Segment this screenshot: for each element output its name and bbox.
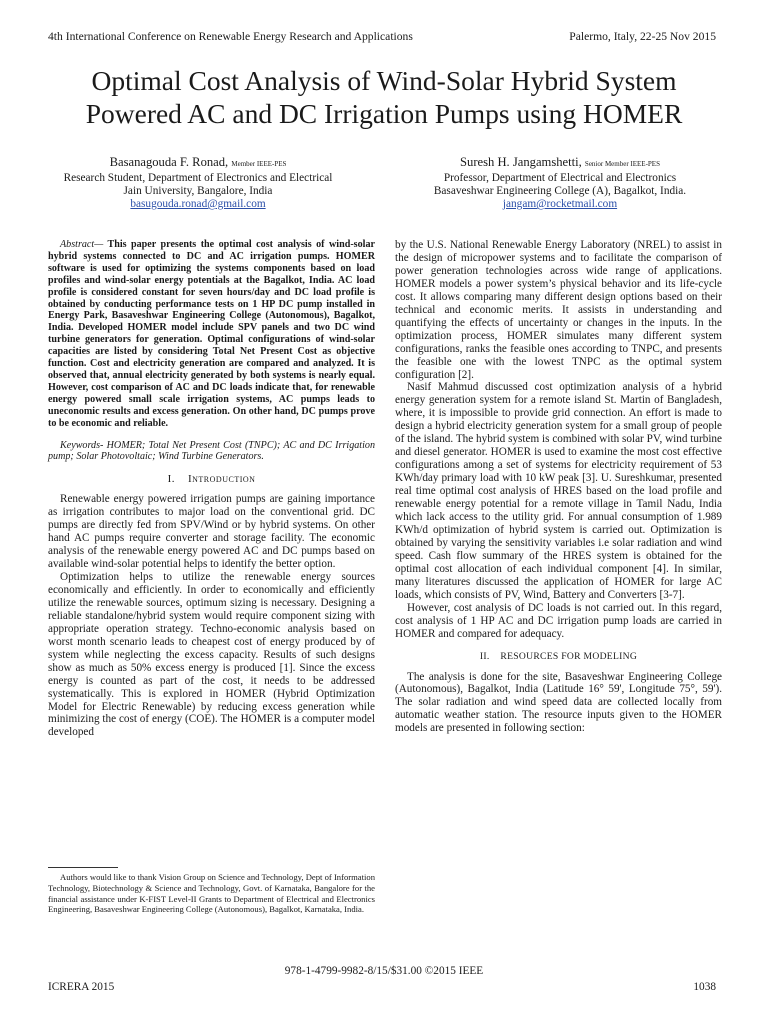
section-title: RESOURCES FOR MODELING [500, 650, 638, 662]
section-number: I. [167, 473, 175, 486]
author-membership: Senior Member IEEE-PES [584, 160, 660, 168]
right-column [395, 239, 722, 735]
author-affiliation-line: Basaveshwar Engineering College (A), Bagalkot, India. [433, 185, 687, 197]
author-affiliation-line: Professor, Department of Electrical and Electronics [443, 172, 677, 184]
copyright-line: 978-1-4799-9982-8/15/$31.00 ©2015 IEEE [284, 965, 484, 977]
author-block-1 [33, 154, 363, 211]
abstract-text: This paper presents the optimal cost analysis of wind-solar hybrid systems connected to DC and AC irrigation pumps. HOMER software is used for optimizing the systems components based on load profiles and wind-solar energy potentials at the Bagalkot, India. AC load profile is considered constant for seven hours/day and DC load profile is obtained by conducting performance tests on 1 HP DC pump installed in Energy Park, Basaveshwar Engineering College (Autonomous), Bagalkot, India. Developed HOMER model include SPV panels and two DC wind turbine generators for generation. Optimal configurations of wind-solar capacities are listed by considering Total Net Present Cost as objective function. Cost and electricity generation are compared and analyzed. It is observed that, annual electricity generated by both systems is nearly equal. However, cost comparison of AC and DC loads indicate that, for renewable energy powered small scale irrigation systems, AC pumps leads to uneconomic results and excess generation. On other hand, DC pumps prove to be economic and reliable. [48, 239, 375, 429]
body-paragraph: Nasif Mahmud discussed cost optimization analysis of a hybrid energy generation system for a remote island St. Martin of Bangladesh, where, it is impossible to provide grid connection. An effort is made to design a hybrid electricity generation system for a small group of people of the island. The hybrid system is combined with solar PV, wind turbine and diesel generator. HOMER is used to examine the most cost effective configurations among a set of systems for electricity requirement of 53 KWh/day primary load with 10 kW peak [3]. U. Sureshkumar, presented real time optimal cost analysis of HRES based on the load profile and renewable energy potential for a remote village in Tamil Nadu, India which lack access to the utility grid. For annual consumption of 1.989 KWh/d optimization of hybrid system is carried out. Optimization is obtained by varying the sensitivity variables i.e solar radiation and wind speed. Cash flow summary of the HRES system is obtained for the optimal cost allocation of each individual component [4]. In similar, many literatures discussed the application of HOMER for large AC loads, which consists of PV, Wind, Battery and Converters [3-7]. [395, 381, 722, 601]
author-name: Suresh H. Jangamshetti, [460, 155, 582, 169]
section-number: II. [479, 650, 490, 662]
body-paragraph: by the U.S. National Renewable Energy Laboratory (NREL) to assist in the design of micropower systems and to facilitate the comparison of power generation technologies across wide range of applications. HOMER models a power system’s physical behavior and its life-cycle cost. It allows comparing many different design options based on their technical and economic merits. It assists in understanding and quantifying the effects of uncertainty or changes in the inputs. In the optimization process, HOMER simulates many different system configurations, ranks the feasible ones according to TNPC, and presents the feasible one with the lowest TNPC as the optimal system configuration [2]. [395, 239, 722, 381]
paper-title-line-1: Optimal Cost Analysis of Wind-Solar Hybrid System [91, 65, 677, 96]
section-heading-resources [395, 651, 722, 664]
abstract [48, 239, 375, 430]
abstract-lead: Abstract— [60, 239, 104, 250]
footnote-divider [48, 867, 118, 868]
footer-venue: ICRERA 2015 [48, 981, 115, 993]
section-title: Introduction [187, 473, 256, 486]
paper-title-line-2: Powered AC and DC Irrigation Pumps using HOMER [85, 98, 683, 129]
section-heading-introduction [48, 473, 375, 486]
body-paragraph: However, cost analysis of DC loads is not carried out. In this regard, cost analysis of 1 HP AC and DC irrigation pump loads are carried in HOMER and compared for adequacy. [395, 601, 722, 640]
running-header-conference: 4th International Conference on Renewable Energy Research and Applications [48, 30, 413, 43]
body-paragraph: Optimization helps to utilize the renewable energy sources economically and efficiently. In order to economically and efficiently utilize the renewable sources, optimum sizing is necessary. Designing a reliable standalone/hybrid system would require component sizing with appropriate operation strategy. Techno-economic analysis based on worst month scenario leads to cheapest cost of energy produced by of system while neglecting the excess capacity. Results of such designs show as much as 50% excess energy is produced [1]. Since the excess energy is counted as part of the cost, it needs to be addressed systematically. This is explored in HOMER (Hybrid Optimization Model for Electric Renewable) by reducing excess generation while minimizing the cost of energy (COE). The HOMER is a computer model developed [48, 570, 375, 739]
author-email-link[interactable]: jangam@rocketmail.com [502, 198, 618, 210]
body-paragraph: The analysis is done for the site, Basaveshwar Engineering College (Autonomous), Bagalkot, India (Latitude 16° 59', Longitude 75°, 59'). The solar radiation and wind speed data are collected locally from automatic weather station. The resource inputs given to the HOMER models are presented in following section: [395, 670, 722, 735]
body-paragraph: Renewable energy powered irrigation pumps are gaining importance as irrigation contributes to major load on the conventional grid. DC pumps are directly fed from SPV/Wind or by hybrid systems. On other hand AC pumps require converter and storage facility. The economic analysis of the renewable energy powered AC and DC pumps based on available wind-solar potential helps to identify the better option. [48, 493, 375, 571]
author-membership: Member IEEE-PES [231, 160, 287, 168]
author-name: Basanagouda F. Ronad, [109, 155, 229, 169]
paper-title [0, 64, 768, 130]
author-email-link[interactable]: basugouda.ronad@gmail.com [130, 198, 266, 210]
running-header-location-date: Palermo, Italy, 22-25 Nov 2015 [569, 30, 716, 43]
left-column [48, 239, 375, 739]
acknowledgement-footnote: Authors would like to thank Vision Group on Science and Technology, Dept of Information Technology, Biotechnology & Science and Technology, Govt. of Karnataka, Bangalore for the financial assistance under K-FIST Level-II Grants to Department of Electrical and Electronics Engineering, Basaveshwar Engineering College (Autonomous), Bagalkot, Karnataka, India. [48, 872, 375, 915]
author-affiliation-line: Research Student, Department of Electronics and Electrical [63, 172, 333, 184]
author-block-2 [395, 154, 725, 211]
page-number: 1038 [693, 981, 716, 993]
keywords: Keywords- HOMER; Total Net Present Cost (TNPC); AC and DC Irrigation pump; Solar Photovoltaic; Wind Turbine Generators. [48, 439, 375, 463]
author-affiliation-line: Jain University, Bangalore, India [123, 185, 273, 197]
